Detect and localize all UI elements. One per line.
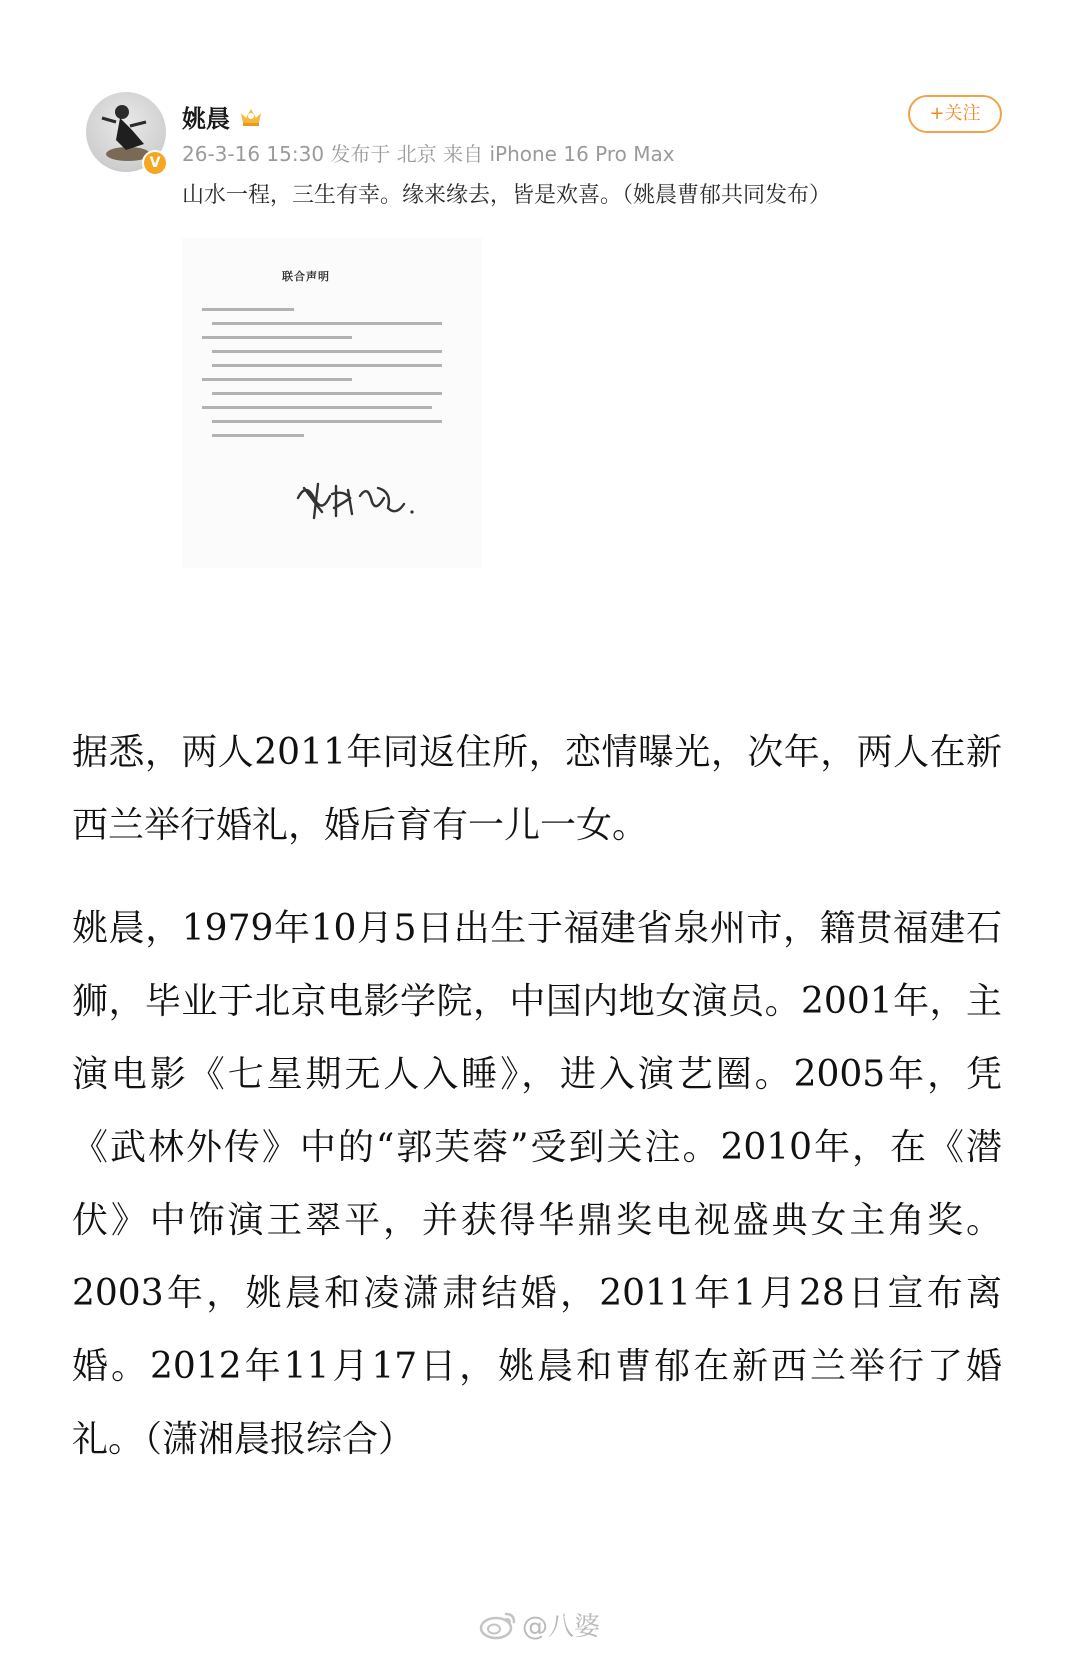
statement-line bbox=[212, 350, 442, 353]
post-text: 山水一程，三生有幸。缘来缘去，皆是欢喜。（姚晨曹郁共同发布） bbox=[182, 183, 832, 208]
crown-icon bbox=[238, 105, 264, 127]
article-body bbox=[72, 716, 1002, 1506]
statement-line bbox=[212, 420, 442, 423]
post-meta: 26-3-16 15:30 发布于 北京 来自 iPhone 16 Pro Max bbox=[182, 142, 675, 166]
watermark-text: @八婆 bbox=[522, 1611, 601, 1642]
weibo-post-card bbox=[0, 0, 1080, 660]
statement-line bbox=[202, 378, 352, 381]
username[interactable]: 姚晨 bbox=[182, 104, 230, 133]
statement-line bbox=[202, 406, 432, 409]
follow-button[interactable]: +关注 bbox=[908, 95, 1002, 133]
statement-line bbox=[202, 336, 352, 339]
article-paragraph-1: 据悉，两人2011年同返住所，恋情曝光，次年，两人在新西兰举行婚礼，婚后育有一儿一女。 bbox=[72, 732, 1002, 846]
statement-line bbox=[212, 322, 442, 325]
verified-badge: V bbox=[142, 150, 168, 176]
statement-line bbox=[202, 308, 294, 311]
statement-line bbox=[212, 434, 304, 437]
statement-line bbox=[212, 392, 442, 395]
username-row bbox=[182, 98, 264, 134]
statement-title: 联合声明 bbox=[282, 270, 330, 283]
article-paragraph-2: 姚晨，1979年10月5日出生于福建省泉州市，籍贯福建石狮，毕业于北京电影学院，中国内地女演员。2001年，主演电影《七星期无人入睡》，进入演艺圈。2005年，凭《武林外传》中的“郭芙蓉”受到关注。2010年，在《潜伏》中饰演王翠平，并获得华鼎奖电视盛典女主角奖。2003年，姚晨和凌潇肃结婚，2011年1月28日宣布离婚。2012年11月17日，姚晨和曹郁在新西兰举行了婚礼。（潇湘晨报综合） bbox=[72, 908, 1002, 1460]
signature-image bbox=[292, 468, 422, 528]
statement-body bbox=[202, 308, 432, 448]
joint-statement-image[interactable] bbox=[182, 238, 482, 568]
weibo-logo-icon bbox=[478, 1608, 518, 1640]
statement-line bbox=[212, 364, 442, 367]
watermark bbox=[478, 1606, 600, 1642]
